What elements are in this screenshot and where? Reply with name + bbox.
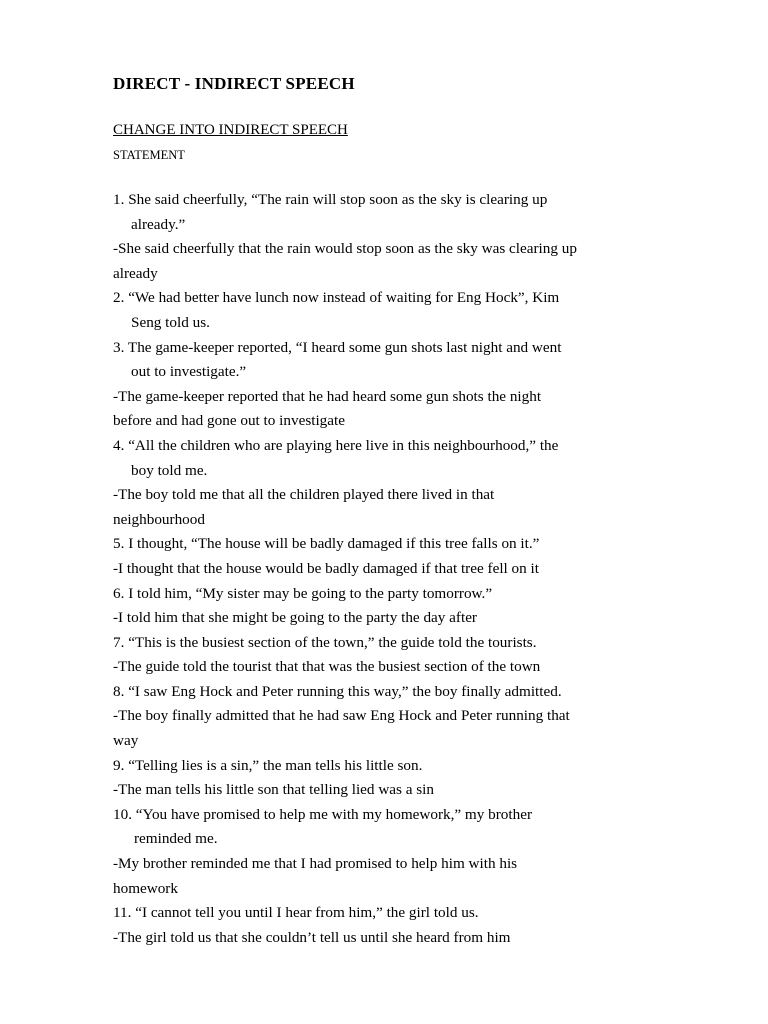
document-title: DIRECT - INDIRECT SPEECH xyxy=(113,74,355,93)
text-line: -The boy finally admitted that he had saw Eng Hock and Peter running that xyxy=(113,707,570,725)
text-line: 1. She said cheerfully, “The rain will stop soon as the sky is clearing up xyxy=(113,191,548,208)
text-line: -My brother reminded me that I had promised to help him with his xyxy=(113,855,518,873)
text-line: Seng told us. xyxy=(131,313,210,331)
text-line: -The guide told the tourist that that was the busiest section of the town xyxy=(113,658,541,676)
text-line: -I told him that she might be going to the party the day after xyxy=(113,609,477,627)
text-line: -The girl told us that she couldn’t tell us until she heard from him xyxy=(113,928,511,946)
text-line: -She said cheerfully that the rain would stop soon as the sky was clearing up xyxy=(113,240,577,258)
section-label: STATEMENT xyxy=(113,148,185,162)
text-line: reminded me. xyxy=(134,830,218,848)
text-line: -The man tells his little son that telling lied was a sin xyxy=(113,781,434,799)
text-line: 4. “All the children who are playing here live in this neighbourhood,” the xyxy=(113,436,559,454)
text-line: out to investigate.” xyxy=(131,363,247,381)
text-line: -I thought that the house would be badly damaged if that tree fell on it xyxy=(113,559,539,577)
text-line: neighbourhood xyxy=(113,510,205,528)
text-line: 6. I told him, “My sister may be going to the party tomorrow.” xyxy=(113,584,493,602)
text-line: -The game-keeper reported that he had heard some gun shots the night xyxy=(113,387,542,405)
text-line: before and had gone out to investigate xyxy=(113,412,345,430)
text-line: 5. I thought, “The house will be badly damaged if this tree falls on it.” xyxy=(113,535,540,553)
text-line: 11. “I cannot tell you until I hear from him,” the girl told us. xyxy=(113,904,479,922)
text-line: 8. “I saw Eng Hock and Peter running this way,” the boy finally admitted. xyxy=(113,682,562,700)
text-line: 9. “Telling lies is a sin,” the man tells his little son. xyxy=(113,756,423,774)
exercise-list xyxy=(0,188,768,950)
text-line: boy told me. xyxy=(131,461,208,479)
text-line: 7. “This is the busiest section of the town,” the guide told the tourists. xyxy=(113,633,537,651)
text-line: already xyxy=(113,264,158,282)
text-line: 2. “We had better have lunch now instead of waiting for Eng Hock”, Kim xyxy=(113,289,560,307)
text-line: -The boy told me that all the children played there lived in that xyxy=(113,486,495,504)
text-line: homework xyxy=(113,879,178,897)
document-subtitle: CHANGE INTO INDIRECT SPEECH xyxy=(113,122,348,138)
text-line: 10. “You have promised to help me with my homework,” my brother xyxy=(113,805,532,823)
text-line: 3. The game-keeper reported, “I heard some gun shots last night and went xyxy=(113,338,562,356)
text-line: already.” xyxy=(131,215,186,233)
text-line: way xyxy=(113,732,139,750)
